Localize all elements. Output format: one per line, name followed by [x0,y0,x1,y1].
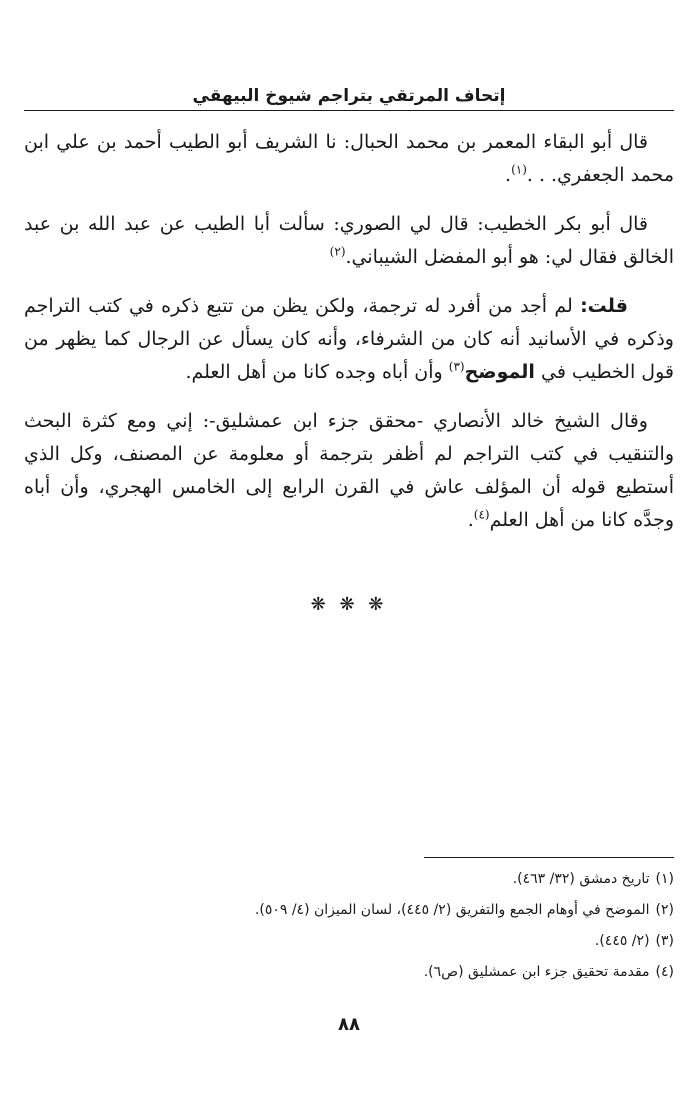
footnote-divider [424,857,674,858]
paragraph-3-text-before: لم أجد من أفرد له ترجمة، ولكن يظن من تتبع ذكره في كتب التراجم وذكره في الأسانيد أنه كان من الشرفاء، وأنه كان يسأل عن الرجال كما يظهر من قول الخطيب في [24,295,674,383]
footnote-2-number: (٢) [655,902,674,918]
paragraph-2 [24,208,674,274]
paragraph-3 [24,290,674,389]
footnote-ref-2[interactable]: (٢) [329,244,346,259]
paragraph-4-end: . [467,509,474,531]
footnote-4-number: (٤) [655,964,674,980]
page-number: ٨٨ [338,1014,360,1035]
footnote-2 [24,895,674,926]
footnote-ref-3[interactable]: (٣) [448,359,465,374]
footnote-2-text: الموضح في أوهام الجمع والتفريق (٢/ ٤٤٥)، لسان الميزان (٤/ ٥٠٩). [254,902,650,918]
footnote-1-number: (١) [655,871,674,887]
section-separator: ❋ ❋ ❋ [310,594,388,615]
paragraph-3-lead: قلت: [580,295,628,317]
paragraph-4 [24,405,674,537]
footnote-ref-4[interactable]: (٤) [473,507,490,522]
footnote-3-number: (٣) [655,933,674,949]
footnote-3-text: (٢/ ٤٤٥). [594,933,650,949]
paragraph-1-text: قال أبو البقاء المعمر بن محمد الحبال: نا الشريف أبو الطيب أحمد بن علي ابن محمد الجعفري. . . [24,131,674,186]
running-header: إتحاف المرتقي بتراجم شيوخ البيهقي [24,86,674,111]
paragraph-4-text: وقال الشيخ خالد الأنصاري -محقق جزء ابن عمشليق-: إني ومع كثرة البحث والتنقيب في كتب التراجم لم أظفر بترجمة أو معلومة عن المصنف، وكل الذي أستطيع قوله أن المؤلف عاش في القرن الرابع إلى الخامس الهجري، وأن أباه وجدَّه كانا من أهل العلم [24,410,674,531]
main-text [24,126,674,553]
footnote-1 [24,864,674,895]
paragraph-1-end: . [505,164,512,186]
paragraph-3-text-after: وأن أباه وجده كانا من أهل العلم. [185,361,449,383]
footnote-1-text: تاريخ دمشق (٣٢/ ٤٦٣). [512,871,650,887]
footnote-3 [24,926,674,957]
footnotes [24,864,674,988]
book-title-mudih: الموضح [464,361,535,383]
paragraph-2-text: قال أبو بكر الخطيب: قال لي الصوري: سألت أبا الطيب عن عبد الله بن عبد الخالق فقال لي: هو أبو المفضل الشيباني. [24,213,674,268]
footnote-ref-1[interactable]: (١) [511,162,527,177]
footnote-4-text: مقدمة تحقيق جزء ابن عمشليق (ص٦). [423,964,650,980]
footnote-4 [24,957,674,988]
paragraph-1 [24,126,674,192]
